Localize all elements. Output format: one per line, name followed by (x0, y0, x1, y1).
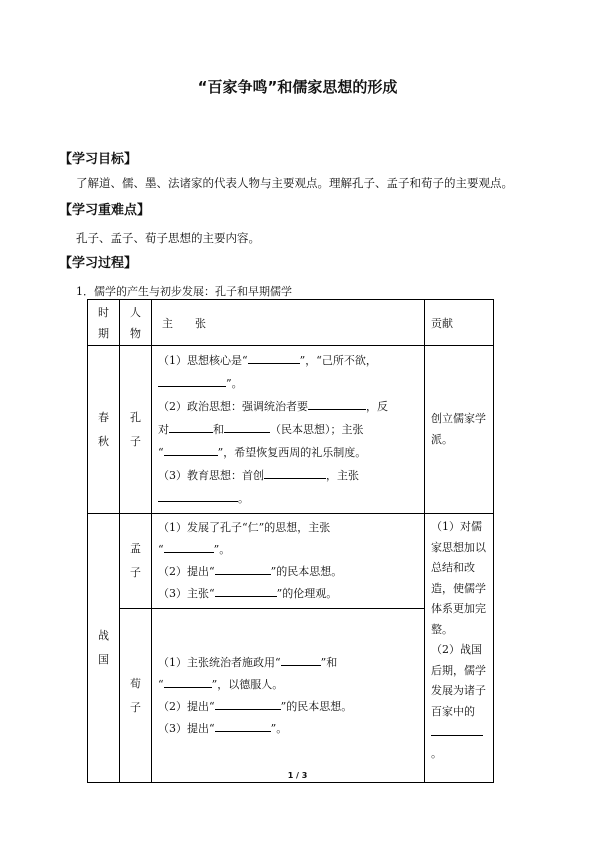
table-header-row (88, 300, 494, 346)
answer-blank[interactable] (224, 419, 270, 433)
contribution-kongzi: 创立儒家学派。 (425, 346, 494, 514)
page-number: 1 / 3 (287, 771, 308, 780)
answer-blank[interactable] (281, 652, 321, 666)
ideas-kongzi: （1）思想核心是“ ”，“己所不欲， ”。 （2）政治思想：强调统治者要 ，反 对 和 （民本思想）；主张 “ ”，希望恢复西周的礼乐制度。 （3）教育思想：首创 ，主张 。 (152, 346, 425, 514)
answer-blank[interactable] (158, 488, 238, 502)
answer-blank[interactable] (215, 583, 277, 597)
person-mengzi: 孟 子 (120, 514, 152, 609)
period-zhanguo: 战 国 (88, 514, 120, 783)
answer-blank[interactable] (264, 465, 326, 479)
answer-blank[interactable] (158, 373, 226, 387)
answer-blank[interactable] (248, 350, 300, 364)
person-kongzi: 孔 子 (120, 346, 152, 514)
answer-blank[interactable] (164, 539, 214, 553)
key-points-text: 孔子、孟子、荀子思想的主要内容。 (76, 231, 260, 245)
answer-blank[interactable] (164, 674, 212, 688)
learning-process-heading: 【学习过程】 (59, 256, 138, 271)
answer-blank[interactable] (431, 722, 483, 736)
answer-blank[interactable] (164, 442, 218, 456)
person-xunzi: 荀 子 (120, 609, 152, 783)
learning-goals-heading: 【学习目标】 (59, 152, 138, 167)
confucianism-table (87, 299, 494, 783)
header-period: 时 期 (88, 300, 120, 346)
answer-blank[interactable] (169, 419, 213, 433)
period-chunqiu: 春 秋 (88, 346, 120, 514)
table-row-mengzi (88, 514, 494, 609)
table-row-chunqiu (88, 346, 494, 514)
table-caption: 1．儒学的产生与初步发展：孔子和早期儒学 (76, 285, 292, 298)
ideas-xunzi: （1）主张统治者施政用“ ”和 “ ”，以德服人。 （2）提出“ ”的民本思想。 （3）提出“ ”。 (152, 609, 425, 783)
answer-blank[interactable] (308, 396, 366, 410)
answer-blank[interactable] (215, 696, 281, 710)
contribution-zhanguo: （1）对儒 家思想加以 总结和改 造，使儒学 体系更加完 整。 （2）战国 后期，儒学 发展为诸子 百家中的 。 (425, 514, 494, 783)
key-points-heading: 【学习重难点】 (59, 203, 151, 218)
answer-blank[interactable] (215, 561, 271, 575)
header-person: 人 物 (120, 300, 152, 346)
ideas-mengzi: （1）发展了孔子“仁”的思想，主张 “ ”。 （2）提出“ ”的民本思想。 （3）主张“ ”的伦理观。 (152, 514, 425, 609)
header-contribution: 贡献 (425, 300, 494, 346)
header-ideas: 主 张 (152, 300, 425, 346)
learning-goals-text: 了解道、儒、墨、法诸家的代表人物与主要观点。理解孔子、孟子和荀子的主要观点。 (76, 176, 513, 190)
page-title: “百家争鸣”和儒家思想的形成 (197, 78, 398, 96)
answer-blank[interactable] (215, 718, 271, 732)
